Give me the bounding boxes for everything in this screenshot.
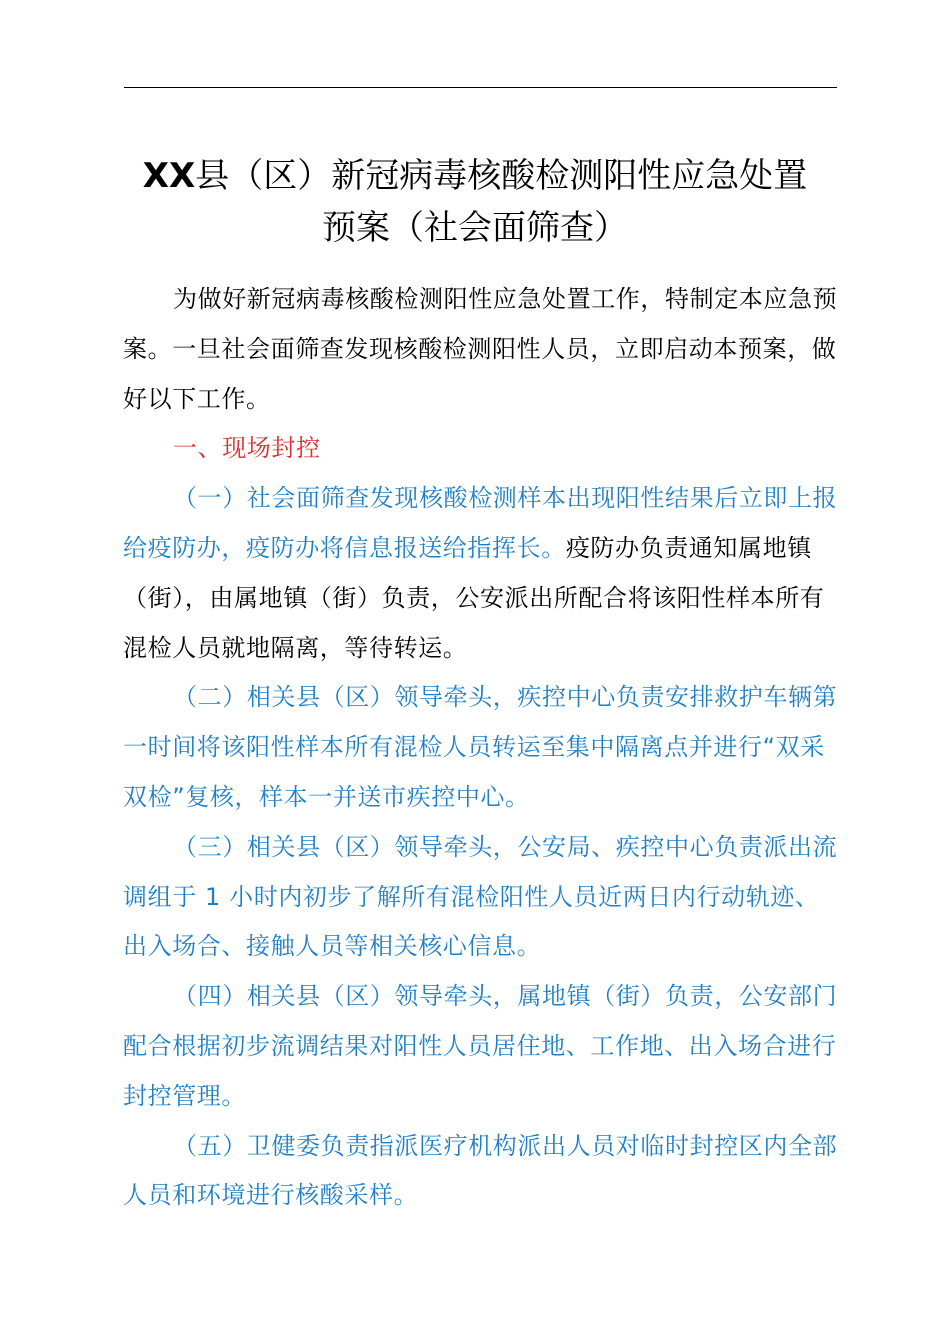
item-3-paragraph: （三）相关县（区）领导牵头，公安局、疾控中心负责派出流调组于 1 小时内初步了解所有混检阳性人员近两日内行动轨迹、出入场合、接触人员等相关核心信息。 — [123, 832, 838, 961]
document-body — [123, 275, 839, 1221]
title-line-1 — [100, 150, 850, 202]
item-5-paragraph: （五）卫健委负责指派医疗机构派出人员对临时封控区内全部人员和环境进行核酸采样。 — [123, 1131, 838, 1210]
document-title — [100, 150, 850, 254]
item-2-paragraph: （二）相关县（区）领导牵头，疾控中心负责安排救护车辆第一时间将该阳性样本所有混检人员转运至集中隔离点并进行“双采双检”复核，样本一并送市疾控中心。 — [123, 683, 838, 811]
section-heading-site-control: 一、现场封控 — [173, 434, 321, 463]
item-1-black-text: 疫防办负责通知属地镇（街），由属地镇（街）负责，公安派出所配合将该阳性样本所有混检人员就地隔离，等待转运。 — [123, 533, 825, 662]
item-1-blue-text: （一）社会面筛查发现核酸检测样本出现阳性结果后立即上报给疫防办，疫防办将信息报送给指挥长。 — [123, 484, 838, 562]
title-line-1-text: 县（区）新冠病毒核酸检测阳性应急处置 — [195, 156, 808, 196]
item-1-paragraph — [123, 474, 839, 673]
intro-paragraph: 为做好新冠病毒核酸检测阳性应急处置工作，特制定本应急预案。一旦社会面筛查发现核酸检测阳性人员，立即启动本预案，做好以下工作。 — [123, 285, 838, 413]
title-prefix: XX — [142, 156, 196, 196]
header-rule — [124, 87, 837, 88]
item-4-paragraph: （四）相关县（区）领导牵头，属地镇（街）负责，公安部门配合根据初步流调结果对阳性人员居住地、工作地、出入场合进行封控管理。 — [123, 982, 838, 1110]
title-line-2: 预案（社会面筛查） — [322, 208, 628, 248]
